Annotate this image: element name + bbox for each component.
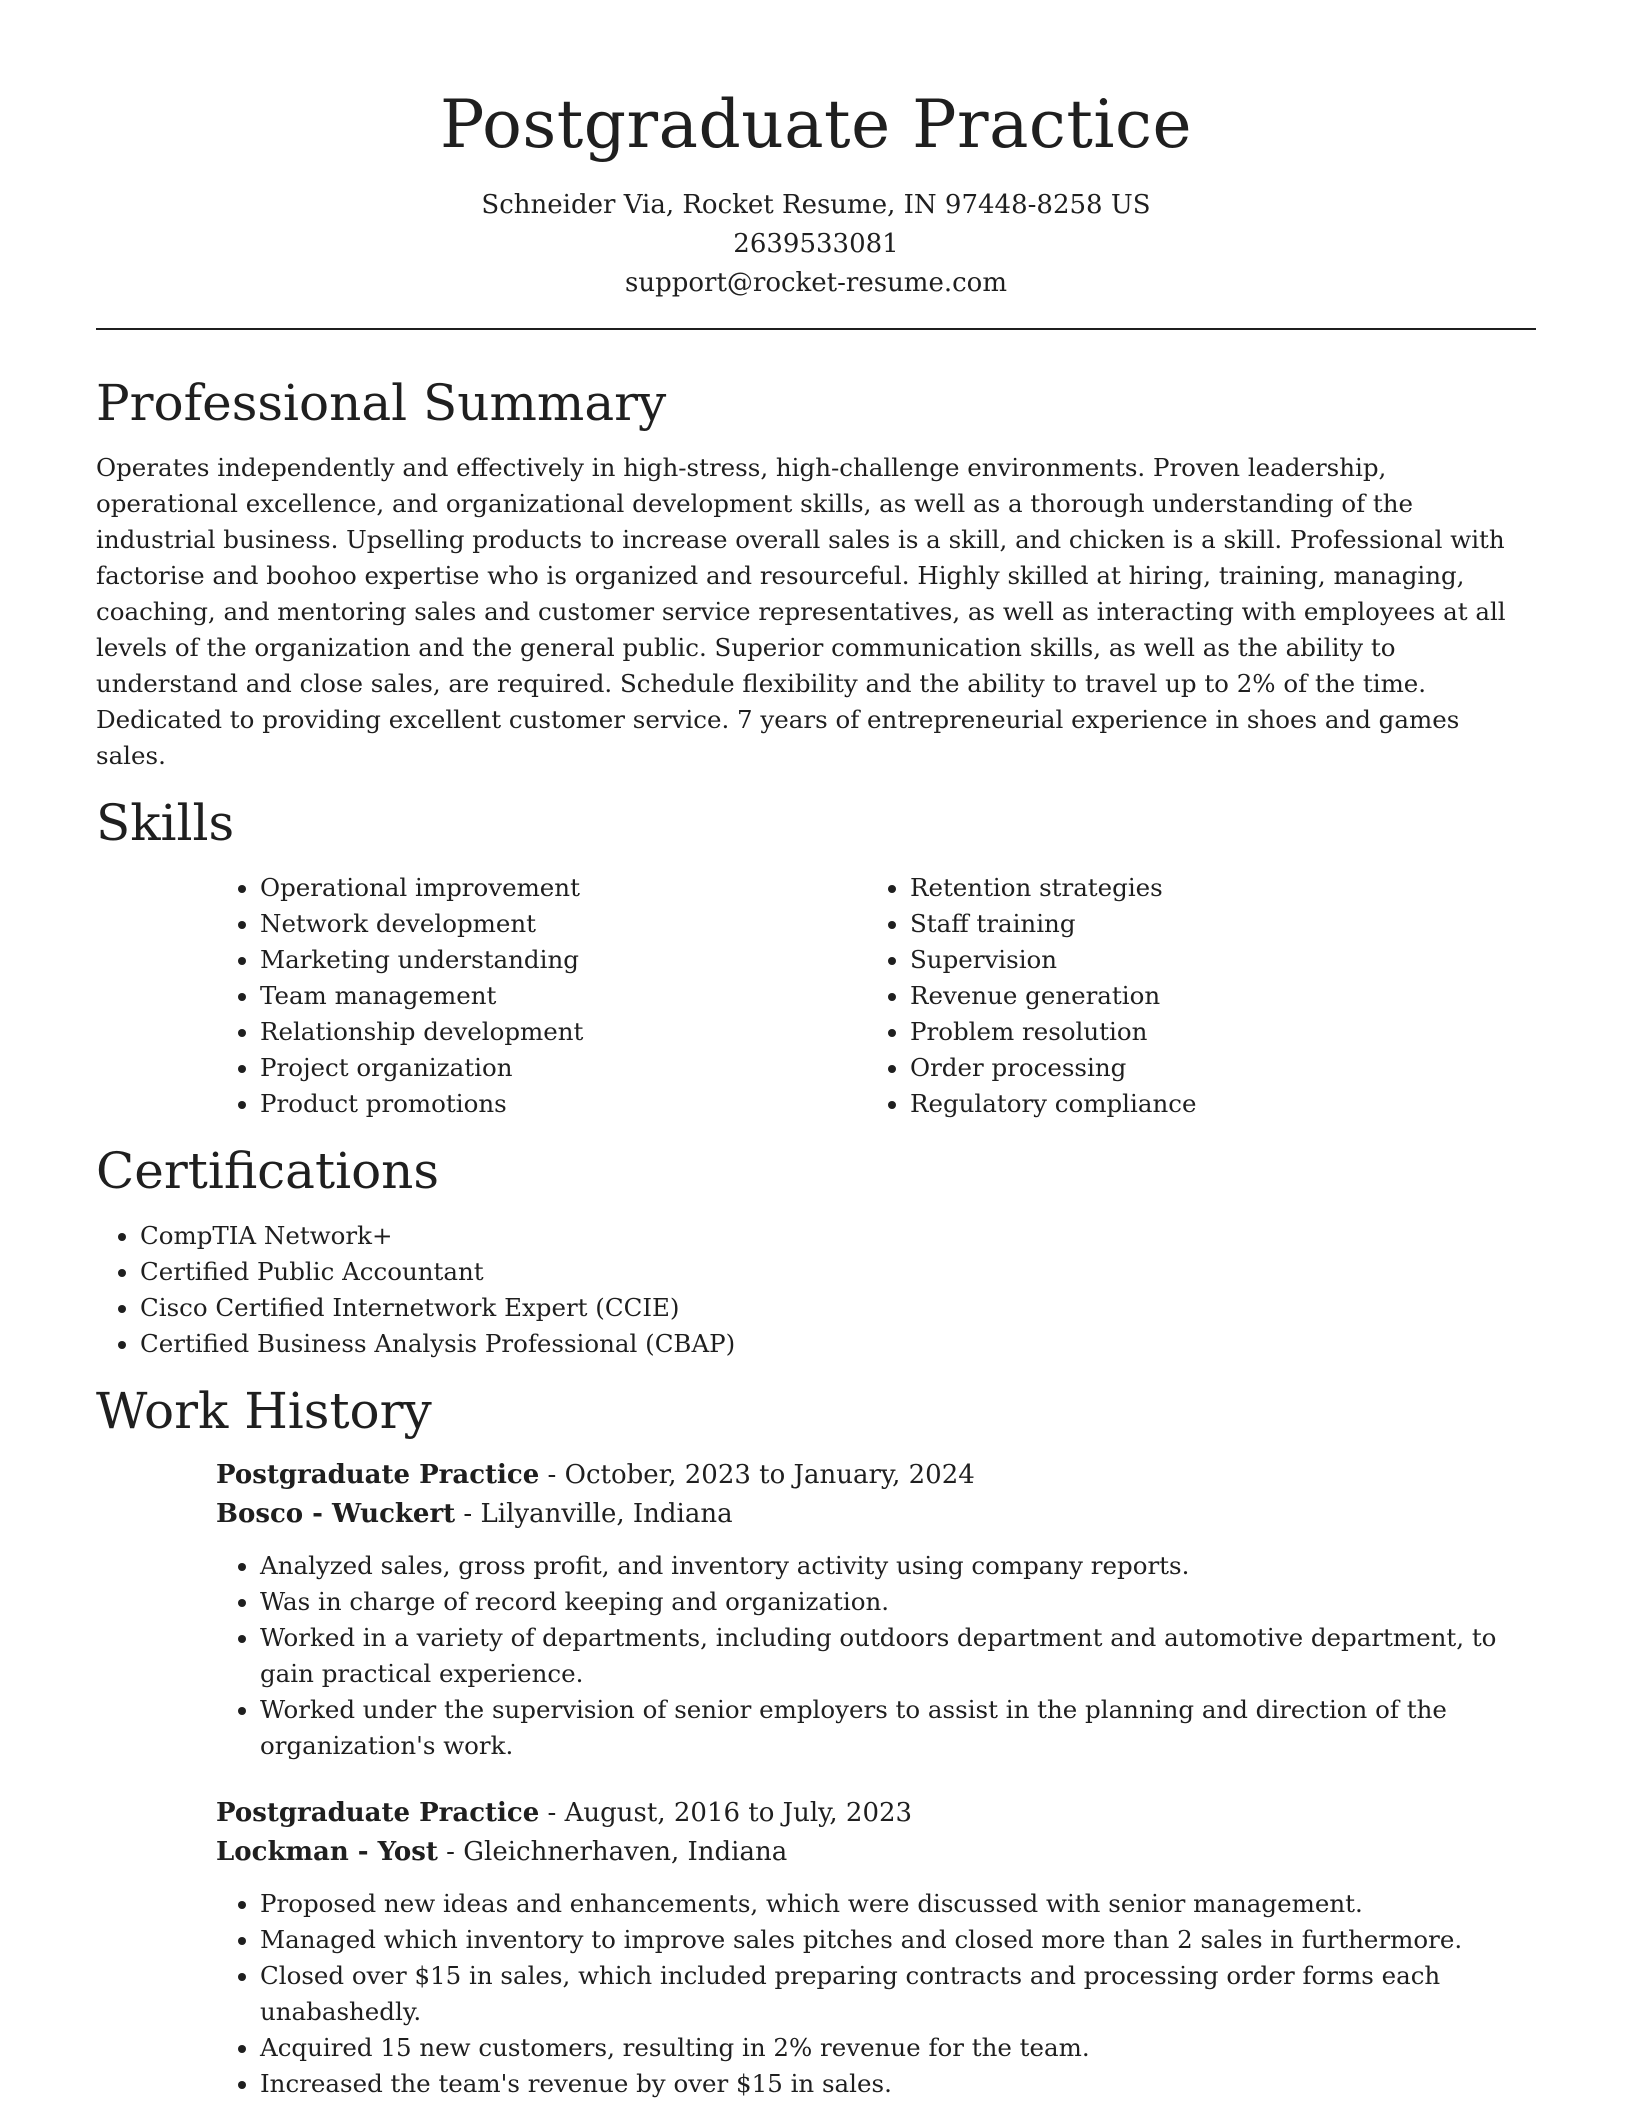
skill-item: • Problem resolution: [910, 1014, 1516, 1050]
contact-email: support@rocket-resume.com: [624, 268, 1007, 298]
certifications-section: [96, 1136, 1536, 1362]
job-bullet: • Proposed new ideas and enhancements, which were discussed with senior management.: [260, 1886, 1536, 1922]
section-title-work-history: Work History: [96, 1382, 432, 1440]
skill-item: • Product promotions: [260, 1086, 866, 1122]
job-bullet: • Increased the team's revenue by over $15 in sales.: [260, 2066, 1536, 2102]
certification-item: • CompTIA Network+: [140, 1218, 1536, 1254]
summary-text: Operates independently and effectively in high-stress, high-challenge environments. Proven leadership, operational excellence, and organizational development skills, as well as a thorough understanding of the industrial business. Upselling products to increase overall sales is a skill, and chicken is a skill. Professional with factorise and boohoo expertise who is organized and resourceful. Highly skilled at hiring, training, managing, coaching, and mentoring sales and customer service representatives, as well as interacting with employees at all levels of the organization and the general public. Superior communication skills, as well as the ability to understand and close sales, are required. Schedule flexibility and the ability to travel up to 2% of the time. Dedicated to providing excellent customer service. 7 years of entrepreneurial experience in shoes and games sales.: [96, 453, 1506, 770]
skill-item: • Order processing: [910, 1050, 1516, 1086]
job-role: Postgraduate Practice: [216, 1798, 540, 1828]
certifications-list: [96, 1218, 1536, 1362]
certification-item: • Cisco Certified Internetwork Expert (CCIE): [140, 1290, 1536, 1326]
job-location: Gleichnerhaven, Indiana: [463, 1837, 788, 1867]
job-separator: -: [455, 1499, 481, 1529]
resume-page: [96, 0, 1536, 2102]
job-dates: October, 2023 to January, 2024: [564, 1460, 975, 1490]
certification-item: • Certified Business Analysis Professional (CBAP): [140, 1326, 1536, 1362]
skills-column-left: [216, 870, 866, 1122]
skill-item: • Revenue generation: [910, 978, 1516, 1014]
skill-item: • Marketing understanding: [260, 942, 866, 978]
job-bullet: • Managed which inventory to improve sales pitches and closed more than 2 sales in furthermore.: [260, 1922, 1536, 1958]
job-role: Postgraduate Practice: [216, 1460, 540, 1490]
skill-item: • Supervision: [910, 942, 1516, 978]
resume-header: [96, 0, 1536, 303]
section-title-summary: Professional Summary: [96, 374, 667, 432]
skills-columns: [216, 870, 1536, 1122]
job-separator: -: [539, 1798, 565, 1828]
skill-item: • Operational improvement: [260, 870, 866, 906]
job-bullet: • Was in charge of record keeping and organization.: [260, 1584, 1536, 1620]
section-title-skills: Skills: [96, 794, 235, 852]
job-bullet: • Analyzed sales, gross profit, and inventory activity using company reports.: [260, 1548, 1536, 1584]
summary-section: [96, 368, 1536, 774]
skills-list-left: [216, 870, 866, 1122]
job-bullet: • Acquired 15 new customers, resulting in 2% revenue for the team.: [260, 2030, 1536, 2066]
skill-item: • Retention strategies: [910, 870, 1516, 906]
job-title-line: [216, 1794, 1536, 1833]
contact-block: [96, 186, 1536, 303]
header-divider: [96, 328, 1536, 330]
job-separator: -: [437, 1837, 464, 1867]
job-bullet: • Closed over $15 in sales, which included preparing contracts and processing order forms each unabashedly.: [260, 1958, 1536, 2030]
work-history-section: [96, 1376, 1536, 2102]
skill-item: • Team management: [260, 978, 866, 1014]
certification-item: • Certified Public Accountant: [140, 1254, 1536, 1290]
job-company: Bosco - Wuckert: [216, 1499, 456, 1529]
job-company-line: [216, 1495, 1536, 1534]
skill-item: • Staff training: [910, 906, 1516, 942]
skill-item: • Project organization: [260, 1050, 866, 1086]
job-entry: [216, 1456, 1536, 1764]
job-bullets: [216, 1548, 1536, 1764]
job-dates: August, 2016 to July, 2023: [564, 1798, 913, 1828]
job-separator: -: [539, 1460, 565, 1490]
section-title-certifications: Certifications: [96, 1142, 440, 1200]
skill-item: • Network development: [260, 906, 866, 942]
job-company-line: [216, 1833, 1536, 1872]
contact-phone: 2639533081: [733, 229, 899, 259]
skills-list-right: [866, 870, 1516, 1122]
job-bullet: • Worked in a variety of departments, including outdoors department and automotive department, to gain practical experience.: [260, 1620, 1536, 1692]
job-bullets: [216, 1886, 1536, 2102]
skill-item: • Regulatory compliance: [910, 1086, 1516, 1122]
skills-section: [96, 788, 1536, 1122]
contact-address: Schneider Via, Rocket Resume, IN 97448-8258 US: [481, 190, 1151, 220]
job-bullet: • Worked under the supervision of senior employers to assist in the planning and direction of the organization's work.: [260, 1692, 1536, 1764]
job-company: Lockman - Yost: [216, 1837, 438, 1867]
job-entry: [216, 1794, 1536, 2102]
skills-column-right: [866, 870, 1516, 1122]
skill-item: • Relationship development: [260, 1014, 866, 1050]
job-title-line: [216, 1456, 1536, 1495]
job-location: Lilyanville, Indiana: [480, 1499, 733, 1529]
candidate-name: Postgraduate Practice: [439, 86, 1193, 163]
